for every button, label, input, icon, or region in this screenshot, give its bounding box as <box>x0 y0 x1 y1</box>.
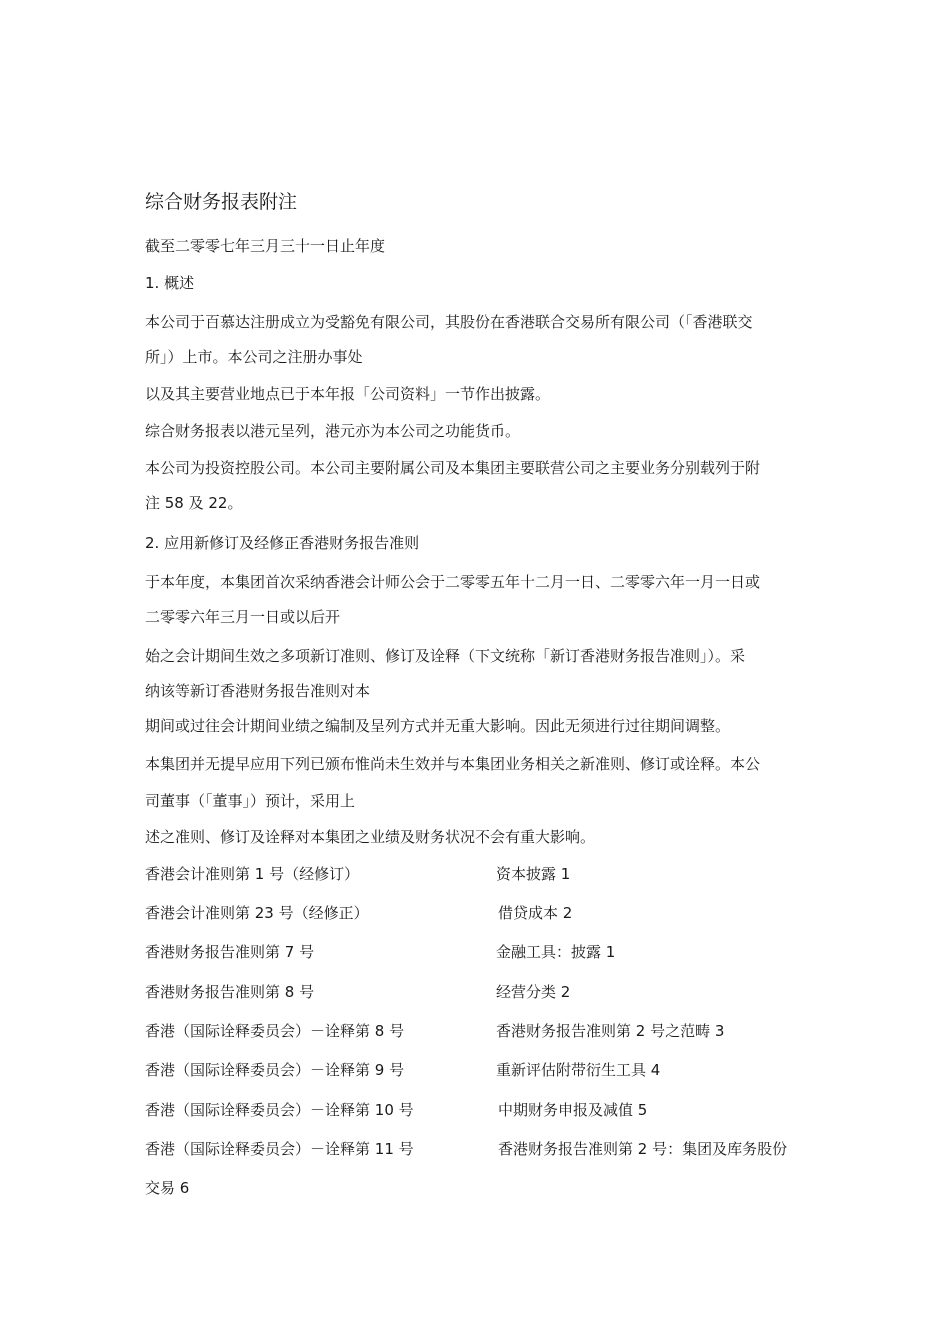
paragraph-line: 述之准则、修订及诠释对本集团之业绩及财务状况不会有重大影响。 <box>145 828 596 846</box>
standard-desc: 中期财务申报及减值 5 <box>498 1101 648 1119</box>
section-1-heading: 1. 概述 <box>145 274 195 292</box>
standard-code: 香港（国际诠释委员会）－诠释第 11 号 <box>145 1140 414 1158</box>
standard-desc: 香港财务报告准则第 2 号之范畴 3 <box>496 1022 725 1040</box>
paragraph-line: 综合财务报表以港元呈列，港元亦为本公司之功能货币。 <box>145 422 521 440</box>
paragraph-line: 纳该等新订香港财务报告准则对本 <box>145 682 371 700</box>
standard-desc: 资本披露 1 <box>496 865 571 883</box>
paragraph-line: 本公司为投资控股公司。本公司主要附属公司及本集团主要联营公司之主要业务分别载列于附 <box>145 459 761 477</box>
standard-code: 香港会计准则第 1 号（经修订） <box>145 865 360 883</box>
section-2-heading: 2. 应用新修订及经修正香港财务报告准则 <box>145 534 420 552</box>
paragraph-line: 二零零六年三月一日或以后开 <box>145 608 341 626</box>
paragraph-line: 交易 6 <box>145 1179 190 1197</box>
paragraph-line: 本公司于百慕达注册成立为受豁免有限公司，其股份在香港联合交易所有限公司（「香港联交 <box>145 313 753 331</box>
paragraph-line: 期间或过往会计期间业绩之编制及呈列方式并无重大影响。因此无须进行过往期间调整。 <box>145 717 731 735</box>
paragraph-line: 以及其主要营业地点已于本年报「公司资料」一节作出披露。 <box>145 385 551 403</box>
standard-desc: 借贷成本 2 <box>498 904 573 922</box>
paragraph-line: 所」）上市。本公司之注册办事处 <box>145 348 363 366</box>
standard-desc: 经营分类 2 <box>496 983 571 1001</box>
standard-desc: 重新评估附带衍生工具 4 <box>496 1061 661 1079</box>
standard-code: 香港（国际诠释委员会）－诠释第 9 号 <box>145 1061 405 1079</box>
standard-code: 香港（国际诠释委员会）－诠释第 10 号 <box>145 1101 414 1119</box>
paragraph-line: 本集团并无提早应用下列已颁布惟尚未生效并与本集团业务相关之新准则、修订或诠释。本公 <box>145 755 761 773</box>
standard-desc: 金融工具：披露 1 <box>496 943 616 961</box>
paragraph-line: 于本年度，本集团首次采纳香港会计师公会于二零零五年十二月一日、二零零六年一月一日或 <box>145 573 761 591</box>
paragraph-line: 始之会计期间生效之多项新订准则、修订及诠释（下文统称「新订香港财务报告准则」）。采 <box>145 647 746 665</box>
paragraph-line: 注 58 及 22。 <box>145 494 243 512</box>
paragraph-line: 司董事（「董事」）预计，采用上 <box>145 792 356 810</box>
page-title: 综合财务报表附注 <box>145 191 298 213</box>
standard-code: 香港财务报告准则第 8 号 <box>145 983 315 1001</box>
standard-code: 香港财务报告准则第 7 号 <box>145 943 315 961</box>
period-line: 截至二零零七年三月三十一日止年度 <box>145 237 386 255</box>
standard-code: 香港（国际诠释委员会）－诠释第 8 号 <box>145 1022 405 1040</box>
standard-code: 香港会计准则第 23 号（经修正） <box>145 904 369 922</box>
standard-desc: 香港财务报告准则第 2 号：集团及库务股份 <box>498 1140 788 1158</box>
